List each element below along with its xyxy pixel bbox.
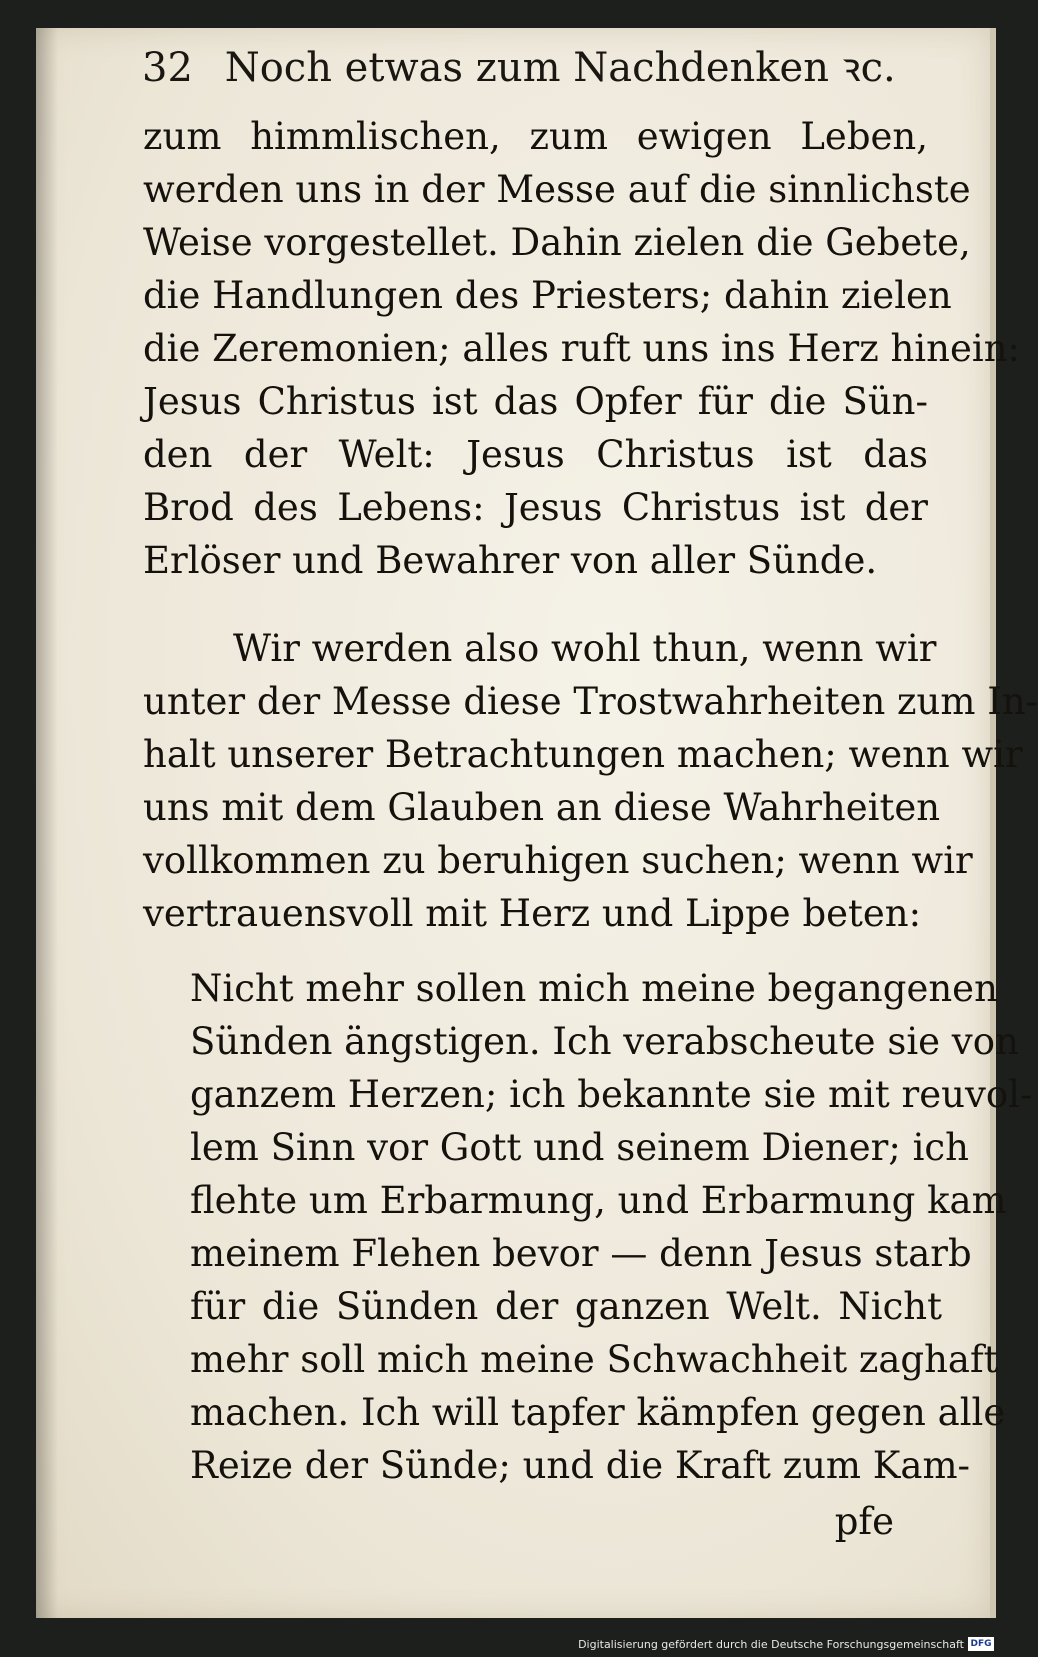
text-line: ganzem Herzen; ich bekannte sie mit reuvol- [190, 1073, 1033, 1116]
text-line: Erlöser und Bewahrer von aller Sünde. [143, 539, 878, 582]
text-line: werden uns in der Messe auf die sinnlichste [143, 168, 971, 211]
text-line: die Zeremonien; alles ruft uns ins Herz hinein: [143, 327, 1020, 370]
footer-bar [0, 1630, 1000, 1657]
text-line: uns mit dem Glauben an diese Wahrheiten [143, 786, 941, 829]
paragraph-2 [143, 622, 1038, 940]
text-line: Jesus Christus ist das Opfer für die Sün- [143, 380, 928, 423]
text-line: Brod des Lebens: Jesus Christus ist der [143, 486, 928, 529]
text-line: flehte um Erbarmung, und Erbarmung kam [190, 1179, 1007, 1222]
text-line: Wir werden also wohl thun, wenn wir [233, 627, 937, 670]
running-title: Noch etwas zum Nachdenken ꝛc. [224, 45, 896, 91]
gutter-shadow [36, 28, 58, 1618]
text-line: Weise vorgestellet. Dahin zielen die Gebete, [143, 221, 971, 264]
page-header [142, 38, 896, 98]
text-line: vollkommen zu beruhigen suchen; wenn wir [143, 839, 973, 882]
text-line: den der Welt: Jesus Christus ist das [143, 433, 928, 476]
page-number: 32 [142, 45, 193, 91]
funding-credit: Digitalisierung gefördert durch die Deutsche Forschungsgemeinschaft [578, 1638, 964, 1651]
text-line: zum himmlischen, zum ewigen Leben, [143, 115, 928, 158]
text-line: unter der Messe diese Trostwahrheiten zum In- [143, 680, 1038, 723]
prayer-paragraph [190, 962, 1033, 1492]
text-line: Nicht mehr sollen mich meine begangenen [190, 967, 998, 1010]
catchword: pfe [834, 1500, 894, 1543]
paragraph-1 [143, 110, 1020, 587]
text-line: lem Sinn vor Gott und seinem Diener; ich [190, 1126, 969, 1169]
text-line: vertrauensvoll mit Herz und Lippe beten: [143, 892, 922, 935]
text-line: Reize der Sünde; und die Kraft zum Kam- [190, 1444, 971, 1487]
text-line: für die Sünden der ganzen Welt. Nicht [190, 1285, 942, 1328]
dfg-logo: DFG [968, 1637, 994, 1651]
text-line: Sünden ängstigen. Ich verabscheute sie von [190, 1020, 1019, 1063]
text-line: mehr soll mich meine Schwachheit zaghaft [190, 1338, 999, 1381]
text-line: meinem Flehen bevor — denn Jesus starb [190, 1232, 972, 1275]
text-line: die Handlungen des Priesters; dahin zielen [143, 274, 952, 317]
text-line: machen. Ich will tapfer kämpfen gegen alle [190, 1391, 1006, 1434]
text-line: halt unserer Betrachtungen machen; wenn wir [143, 733, 1023, 776]
